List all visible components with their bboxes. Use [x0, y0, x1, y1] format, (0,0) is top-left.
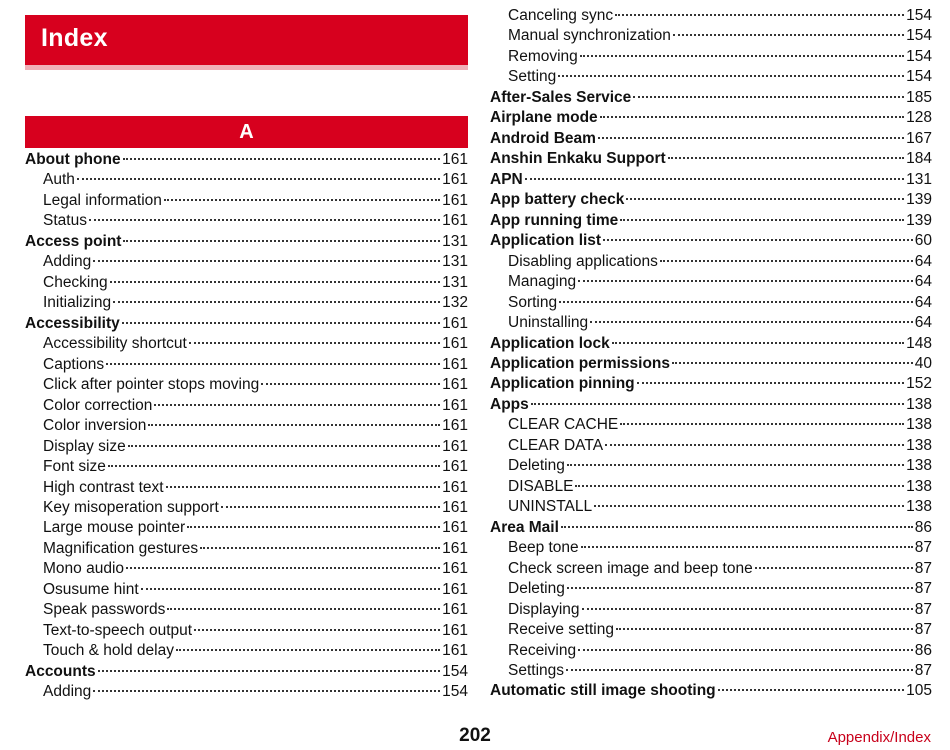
index-entry — [490, 190, 932, 210]
index-term: UNINSTALL — [508, 498, 593, 516]
index-term: Adding — [43, 253, 92, 271]
dot-leader — [98, 670, 441, 672]
dot-leader — [594, 505, 904, 507]
index-term: CLEAR DATA — [508, 436, 604, 454]
index-term: Area Mail — [490, 518, 559, 536]
index-term: Auth — [43, 171, 75, 189]
index-term: Automatic still image shooting — [490, 682, 716, 700]
index-subentry — [490, 477, 932, 497]
index-term: Color inversion — [43, 417, 147, 435]
index-subentry — [490, 538, 932, 558]
dot-leader — [637, 382, 904, 384]
index-term: App battery check — [490, 191, 625, 209]
index-subentry — [25, 559, 468, 579]
index-term: Beep tone — [508, 539, 579, 557]
index-column-left — [25, 150, 468, 703]
index-subentry — [490, 313, 932, 333]
index-page-ref: 161 — [442, 396, 468, 414]
index-page-ref: 161 — [442, 539, 468, 557]
dot-leader — [126, 567, 440, 569]
index-term: Receiving — [508, 641, 577, 659]
index-subentry — [25, 600, 468, 620]
index-page-ref: 154 — [906, 47, 932, 65]
dot-leader — [558, 75, 904, 77]
index-subentry — [25, 416, 468, 436]
dot-leader — [578, 280, 913, 282]
index-page-ref: 87 — [914, 539, 932, 557]
index-page-ref: 161 — [442, 417, 468, 435]
index-entry — [490, 518, 932, 538]
dot-leader — [531, 403, 904, 405]
index-entry — [25, 232, 468, 252]
index-entry — [490, 149, 932, 169]
index-subentry — [490, 641, 932, 661]
index-page-ref: 138 — [906, 436, 932, 454]
dot-leader — [612, 342, 904, 344]
index-term: After-Sales Service — [490, 88, 632, 106]
dot-leader — [561, 526, 913, 528]
index-page-ref: 64 — [914, 293, 932, 311]
dot-leader — [106, 363, 440, 365]
index-term: Access point — [25, 232, 122, 250]
index-term: App running time — [490, 211, 619, 229]
index-page-ref: 161 — [442, 478, 468, 496]
section-letter-bar: A — [25, 116, 468, 148]
dot-leader — [167, 608, 440, 610]
dot-leader — [668, 157, 904, 159]
index-page-ref: 131 — [442, 253, 468, 271]
index-term: Legal information — [43, 191, 162, 209]
index-subentry — [25, 682, 468, 702]
index-page-ref: 161 — [442, 171, 468, 189]
index-term: Receive setting — [508, 621, 614, 639]
index-term: Application lock — [490, 334, 610, 352]
index-header-banner — [25, 15, 468, 70]
index-term: Disabling applications — [508, 252, 658, 270]
page-title: Index — [41, 24, 108, 52]
index-page-ref: 139 — [906, 191, 932, 209]
index-term: Click after pointer stops moving — [43, 376, 260, 394]
dot-leader — [166, 486, 441, 488]
dot-leader — [673, 34, 904, 36]
dot-leader — [581, 546, 913, 548]
index-subentry — [490, 579, 932, 599]
index-subentry — [490, 600, 932, 620]
index-page-ref: 154 — [906, 7, 932, 24]
index-subentry — [490, 252, 932, 272]
index-term: Osusume hint — [43, 580, 139, 598]
dot-leader — [108, 465, 440, 467]
index-term: Manual synchronization — [508, 27, 671, 45]
index-page-ref: 60 — [914, 232, 932, 250]
index-term: Mono audio — [43, 560, 125, 578]
dot-leader — [89, 219, 440, 221]
dot-leader — [525, 178, 904, 180]
index-term: Accessibility shortcut — [43, 335, 187, 353]
index-term: Deleting — [508, 457, 565, 475]
index-term: Large mouse pointer — [43, 519, 186, 537]
index-term: Application permissions — [490, 354, 671, 372]
index-subentry — [25, 375, 468, 395]
dot-leader — [605, 444, 904, 446]
dot-leader — [187, 526, 440, 528]
dot-leader — [672, 362, 913, 364]
index-page-ref: 161 — [442, 335, 468, 353]
dot-leader — [77, 178, 440, 180]
index-subentry — [490, 6, 932, 26]
index-page-ref: 161 — [442, 580, 468, 598]
index-subentry — [25, 478, 468, 498]
index-term: APN — [490, 170, 523, 188]
index-page-ref: 161 — [442, 437, 468, 455]
dot-leader — [176, 649, 440, 651]
index-entry — [490, 170, 932, 190]
index-subentry — [25, 293, 468, 313]
index-subentry — [25, 355, 468, 375]
index-subentry — [25, 539, 468, 559]
index-subentry — [25, 334, 468, 354]
dot-leader — [575, 485, 904, 487]
index-page-ref: 87 — [914, 580, 932, 598]
index-page-ref: 64 — [914, 252, 932, 270]
index-term: Android Beam — [490, 129, 596, 147]
index-page-ref: 86 — [914, 518, 932, 536]
dot-leader — [110, 281, 441, 283]
index-page-ref: 152 — [906, 375, 932, 393]
index-term: DISABLE — [508, 477, 574, 495]
index-page-ref: 154 — [442, 662, 468, 680]
index-term: Anshin Enkaku Support — [490, 150, 666, 168]
index-term: Uninstalling — [508, 314, 589, 332]
index-entry — [25, 314, 468, 334]
index-subentry — [25, 457, 468, 477]
dot-leader — [194, 629, 440, 631]
dot-leader — [578, 649, 913, 651]
dot-leader — [154, 404, 440, 406]
index-subentry — [490, 497, 932, 517]
index-page-ref: 161 — [442, 560, 468, 578]
index-subentry — [25, 437, 468, 457]
footer-section-label: Appendix/Index — [827, 729, 931, 746]
dot-leader — [603, 239, 913, 241]
dot-leader — [128, 445, 440, 447]
index-term: Accounts — [25, 662, 96, 680]
index-term: Magnification gestures — [43, 539, 199, 557]
index-page-ref: 132 — [442, 294, 468, 312]
index-term: Accessibility — [25, 314, 120, 332]
index-term: Application list — [490, 232, 602, 250]
index-term: Touch & hold delay — [43, 642, 174, 660]
index-subentry — [490, 47, 932, 67]
index-subentry — [25, 211, 468, 231]
dot-leader — [600, 116, 904, 118]
index-term: Sorting — [508, 293, 558, 311]
dot-leader — [660, 260, 913, 262]
index-page-ref: 161 — [442, 151, 468, 168]
index-subentry — [490, 436, 932, 456]
index-page-ref: 138 — [906, 498, 932, 516]
index-subentry — [490, 293, 932, 313]
index-page-ref: 87 — [914, 559, 932, 577]
index-subentry — [490, 559, 932, 579]
index-subentry — [490, 67, 932, 87]
dot-leader — [93, 260, 440, 262]
index-term: Text-to-speech output — [43, 621, 193, 639]
index-term: Managing — [508, 273, 577, 291]
index-page-ref: 161 — [442, 458, 468, 476]
index-page-ref: 40 — [914, 354, 932, 372]
index-page-ref: 148 — [906, 334, 932, 352]
index-page-ref: 87 — [914, 600, 932, 618]
index-entry — [490, 374, 932, 394]
index-page-ref: 87 — [914, 621, 932, 639]
index-term: Font size — [43, 458, 106, 476]
dot-leader — [164, 199, 440, 201]
dot-leader — [590, 321, 913, 323]
index-page-ref: 138 — [906, 416, 932, 434]
index-page-ref: 86 — [914, 641, 932, 659]
index-term: Apps — [490, 395, 529, 413]
index-term: Display size — [43, 437, 126, 455]
index-page-ref: 139 — [906, 211, 932, 229]
index-term: Color correction — [43, 396, 153, 414]
index-page-ref: 64 — [914, 273, 932, 291]
index-term: Speak passwords — [43, 601, 166, 619]
index-term: High contrast text — [43, 478, 164, 496]
index-subentry — [25, 580, 468, 600]
index-page-ref: 131 — [442, 232, 468, 250]
dot-leader — [620, 219, 904, 221]
index-page-ref: 161 — [442, 355, 468, 373]
index-page-ref: 154 — [906, 68, 932, 86]
index-page-ref: 154 — [442, 683, 468, 701]
dot-leader — [200, 547, 440, 549]
index-page-ref: 161 — [442, 601, 468, 619]
index-page-ref: 161 — [442, 498, 468, 516]
index-term: Deleting — [508, 580, 565, 598]
index-term: Captions — [43, 355, 105, 373]
index-subentry — [25, 191, 468, 211]
dot-leader — [616, 628, 913, 630]
index-entry — [490, 681, 932, 701]
index-subentry — [490, 415, 932, 435]
index-page-ref: 64 — [914, 314, 932, 332]
index-term: Key misoperation support — [43, 498, 219, 516]
index-subentry — [25, 498, 468, 518]
index-entry — [25, 150, 468, 170]
index-page-ref: 87 — [914, 662, 932, 679]
index-subentry — [25, 273, 468, 293]
index-term: Displaying — [508, 600, 580, 618]
index-term: Check screen image and beep tone — [508, 559, 753, 577]
dot-leader — [566, 669, 913, 671]
index-subentry — [25, 518, 468, 538]
index-subentry — [490, 456, 932, 476]
index-term: Checking — [43, 273, 108, 291]
dot-leader — [141, 588, 440, 590]
index-subentry — [25, 621, 468, 641]
dot-leader — [598, 137, 904, 139]
dot-leader — [123, 158, 441, 160]
index-entry — [490, 334, 932, 354]
index-page-ref: 131 — [906, 170, 932, 188]
dot-leader — [626, 198, 904, 200]
index-column-right — [490, 6, 932, 702]
index-term: Adding — [43, 683, 92, 701]
index-subentry — [25, 396, 468, 416]
index-term: About phone — [25, 151, 121, 168]
index-term: Application pinning — [490, 375, 635, 393]
index-term: CLEAR CACHE — [508, 416, 619, 434]
index-term: Status — [43, 212, 87, 230]
dot-leader — [123, 240, 440, 242]
index-subentry — [490, 26, 932, 46]
index-entry — [490, 88, 932, 108]
dot-leader — [148, 424, 440, 426]
index-entry — [25, 662, 468, 682]
index-page-ref: 161 — [442, 519, 468, 537]
index-entry — [490, 211, 932, 231]
dot-leader — [122, 322, 440, 324]
index-page-ref: 138 — [906, 457, 932, 475]
dot-leader — [189, 342, 440, 344]
index-term: Airplane mode — [490, 109, 598, 127]
dot-leader — [113, 301, 440, 303]
index-page-ref: 161 — [442, 642, 468, 660]
index-subentry — [490, 620, 932, 640]
index-subentry — [25, 641, 468, 661]
index-page-ref: 154 — [906, 27, 932, 45]
index-entry — [490, 129, 932, 149]
dot-leader — [615, 14, 904, 16]
index-page-ref: 161 — [442, 621, 468, 639]
index-subentry — [25, 170, 468, 190]
page-number: 202 — [459, 725, 491, 746]
index-page-ref: 161 — [442, 314, 468, 332]
dot-leader — [580, 55, 904, 57]
dot-leader — [559, 301, 913, 303]
index-entry — [490, 231, 932, 251]
index-page-ref: 167 — [906, 129, 932, 147]
index-term: Canceling sync — [508, 7, 614, 24]
dot-leader — [93, 690, 440, 692]
index-term: Removing — [508, 47, 578, 65]
index-entry — [490, 108, 932, 128]
index-entry — [490, 395, 932, 415]
index-page-ref: 131 — [442, 273, 468, 291]
dot-leader — [755, 567, 913, 569]
index-page-ref: 161 — [442, 376, 468, 394]
index-page-ref: 138 — [906, 395, 932, 413]
index-entry — [490, 354, 932, 374]
index-term: Settings — [508, 662, 565, 679]
index-page-ref: 105 — [906, 682, 932, 700]
dot-leader — [567, 464, 904, 466]
index-page-ref: 185 — [906, 88, 932, 106]
index-subentry — [490, 661, 932, 681]
dot-leader — [620, 423, 904, 425]
index-term: Setting — [508, 68, 557, 86]
index-page-ref: 138 — [906, 477, 932, 495]
index-page-ref: 184 — [906, 150, 932, 168]
dot-leader — [582, 608, 913, 610]
index-subentry — [25, 252, 468, 272]
dot-leader — [261, 383, 440, 385]
index-subentry — [490, 272, 932, 292]
index-page-ref: 161 — [442, 212, 468, 230]
index-page-ref: 161 — [442, 191, 468, 209]
index-term: Initializing — [43, 294, 112, 312]
dot-leader — [221, 506, 440, 508]
dot-leader — [567, 587, 913, 589]
index-page-ref: 128 — [906, 109, 932, 127]
dot-leader — [633, 96, 904, 98]
dot-leader — [718, 689, 904, 691]
